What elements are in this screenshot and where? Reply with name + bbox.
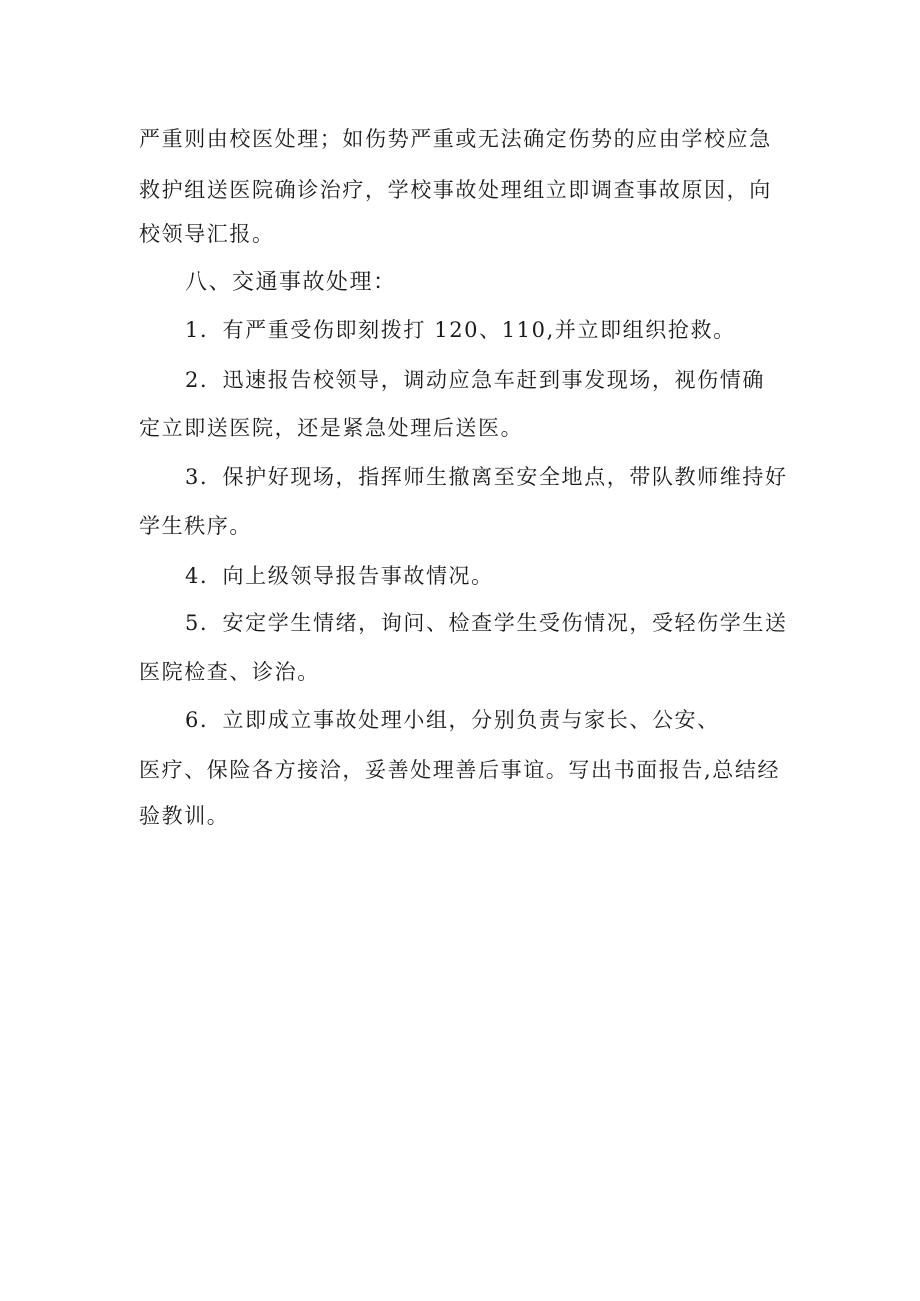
item-6-line-2: 医疗、保险各方接洽，妥善处理善后事谊。写出书面报告,总结经: [139, 758, 781, 782]
continuation-line-3: 校领导汇报。: [139, 222, 275, 246]
item-5-line-1: 5．安定学生情绪，询问、检查学生受伤情况，受轻伤学生送: [185, 611, 788, 635]
item-3-line-2: 学生秩序。: [139, 514, 252, 538]
section-heading: 八、交通事故处理：: [185, 270, 397, 295]
item-2-line-1: 2．迅速报告校领导，调动应急车赶到事发现场，视伤情确: [185, 368, 765, 392]
continuation-line-2: 救护组送医院确诊治疗，学校事故处理组立即调查事故原因，向: [139, 178, 772, 202]
item-6-line-3: 验教训。: [139, 804, 230, 828]
item-6-line-1: 6．立即成立事故处理小组，分别负责与家长、公安、: [185, 708, 720, 732]
item-4-line-1: 4．向上级领导报告事故情况。: [185, 564, 494, 588]
continuation-line-1: 严重则由校医处理；如伤势严重或无法确定伤势的应由学校应急: [139, 127, 772, 151]
item-3-line-1: 3．保护好现场，指挥师生撤离至安全地点，带队教师维持好: [185, 465, 788, 489]
item-1-line-1: 1．有严重受伤即刻拨打 120、110,并立即组织抢救。: [185, 318, 736, 342]
item-2-line-2: 定立即送医院，还是紧急处理后送医。: [139, 416, 524, 440]
item-5-line-2: 医院检查、诊治。: [139, 660, 320, 684]
